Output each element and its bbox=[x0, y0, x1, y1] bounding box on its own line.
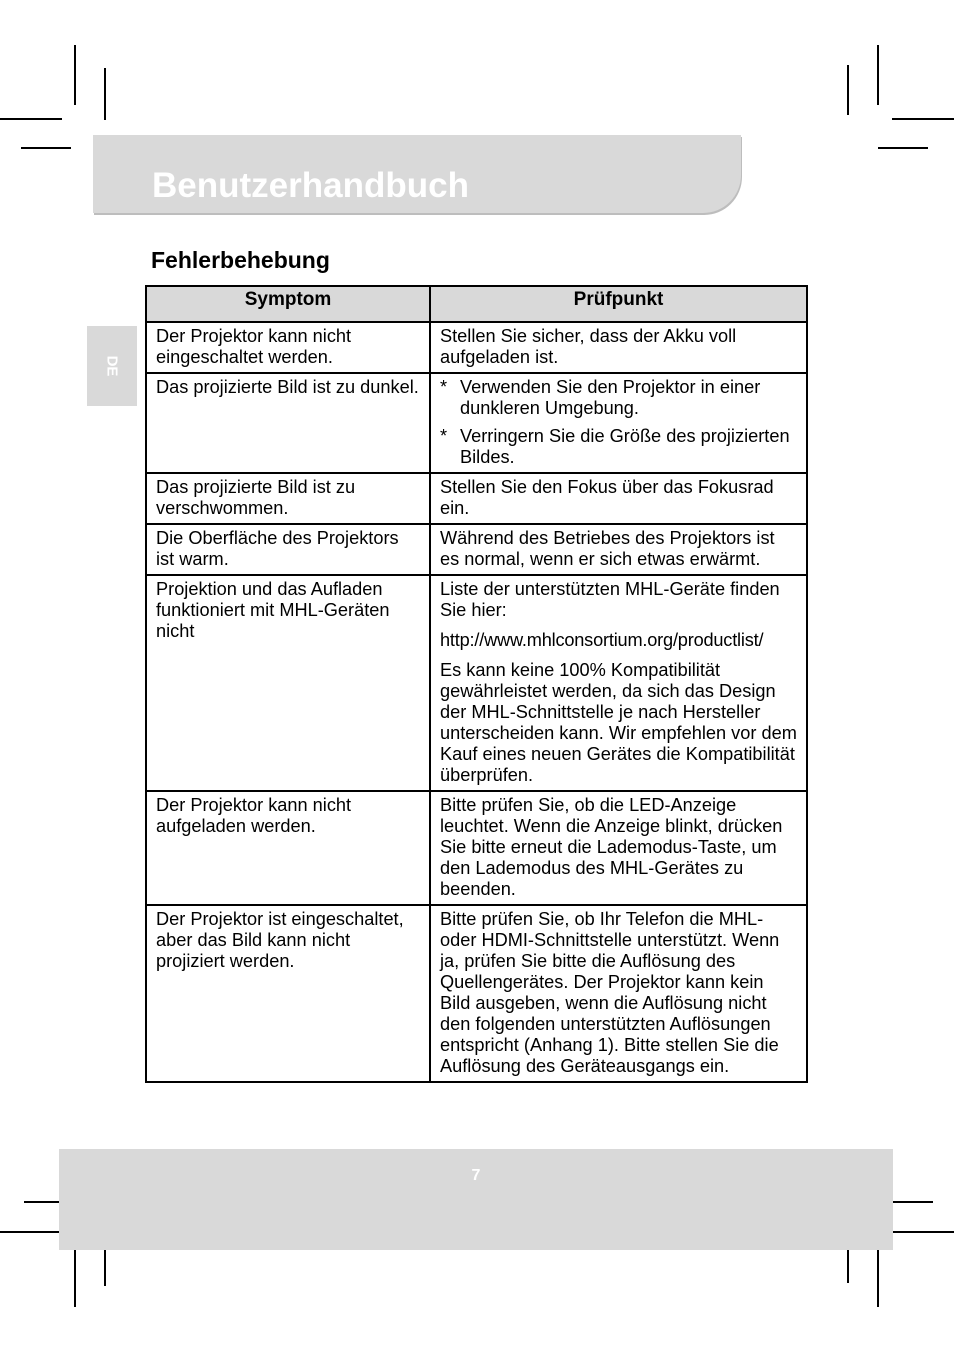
crop-mark bbox=[877, 1245, 879, 1307]
check-text: Verwenden Sie den Projektor in einer dunkleren Umgebung. bbox=[460, 377, 761, 418]
symptom-cell bbox=[146, 524, 430, 575]
symptom-cell bbox=[146, 373, 430, 473]
symptom-cell bbox=[146, 905, 430, 1082]
crop-mark bbox=[892, 118, 954, 120]
crop-mark bbox=[877, 45, 879, 105]
crop-mark bbox=[892, 1231, 954, 1233]
crop-mark bbox=[878, 147, 928, 149]
check-cell bbox=[430, 791, 807, 905]
symptom-text: Das projizierte Bild ist zu dunkel. bbox=[156, 377, 419, 397]
column-header-symptom: Symptom bbox=[146, 286, 430, 322]
table-row bbox=[146, 473, 807, 524]
check-text: Liste der unterstützten MHL-Geräte finden Sie hier: bbox=[440, 579, 780, 620]
troubleshooting-table bbox=[145, 285, 808, 1083]
table-row bbox=[146, 575, 807, 791]
table-row bbox=[146, 373, 807, 473]
crop-mark bbox=[0, 1231, 62, 1233]
crop-mark bbox=[74, 45, 76, 105]
page-number: 7 bbox=[471, 1167, 481, 1184]
check-text: Verringern Sie die Größe des projizierten Bildes. bbox=[460, 426, 790, 467]
page-title: Benutzerhandbuch bbox=[152, 166, 469, 205]
language-label: DE bbox=[103, 355, 121, 377]
symptom-cell bbox=[146, 575, 430, 791]
crop-mark bbox=[74, 1245, 76, 1307]
symptom-cell bbox=[146, 322, 430, 373]
bullet-marker: * bbox=[440, 426, 448, 446]
symptom-text: Der Projektor ist eingeschaltet, aber das Bild kann nicht projiziert werden. bbox=[156, 909, 404, 971]
symptom-cell bbox=[146, 791, 430, 905]
check-cell bbox=[430, 524, 807, 575]
symptom-text: Projektion und das Aufladen funktioniert mit MHL-Geräten nicht bbox=[156, 579, 390, 641]
symptom-text: Der Projektor kann nicht eingeschaltet werden. bbox=[156, 326, 352, 367]
section-title: Fehlerbehebung bbox=[151, 247, 330, 273]
table-row bbox=[146, 322, 807, 373]
bullet-item bbox=[440, 426, 798, 468]
symptom-text: Der Projektor kann nicht aufgeladen werden. bbox=[156, 795, 352, 836]
language-tab bbox=[87, 326, 137, 406]
check-text: Stellen Sie sicher, dass der Akku voll aufgeladen ist. bbox=[440, 326, 737, 367]
symptom-text: Die Oberfläche des Projektors ist warm. bbox=[156, 528, 399, 569]
bullet-marker: * bbox=[440, 377, 448, 397]
table-row bbox=[146, 524, 807, 575]
check-cell bbox=[430, 575, 807, 791]
check-text: Bitte prüfen Sie, ob die LED-Anzeige leuchtet. Wenn die Anzeige blinkt, drücken Sie bitte erneut die Lademodus-Taste, um den Lademodus des MHL-Gerätes zu beenden. bbox=[440, 795, 783, 899]
crop-mark bbox=[0, 118, 62, 120]
check-cell bbox=[430, 322, 807, 373]
table-header-row bbox=[146, 286, 807, 322]
footer-band bbox=[59, 1149, 893, 1250]
crop-mark bbox=[847, 65, 849, 115]
check-text: Es kann keine 100% Kompatibilität gewährleistet werden, da sich das Design der MHL-Schnittstelle je nach Hersteller unterscheiden kann. Wir empfehlen vor dem Kauf eines neuen Gerätes die Kompatibilität überprüfen. bbox=[440, 660, 797, 785]
check-text: Während des Betriebes des Projektors ist es normal, wenn er sich etwas erwärmt. bbox=[440, 528, 775, 569]
symptom-text: Das projizierte Bild ist zu verschwommen. bbox=[156, 477, 356, 518]
check-cell bbox=[430, 373, 807, 473]
crop-mark bbox=[21, 147, 71, 149]
product-list-url: http://www.mhlconsortium.org/productlist/ bbox=[440, 630, 764, 650]
check-cell bbox=[430, 905, 807, 1082]
check-text: Bitte prüfen Sie, ob Ihr Telefon die MHL- oder HDMI-Schnittstelle unterstützt. Wenn ja, prüfen Sie bitte die Auflösung des Quellengerätes. Der Projektor kann kein Bild ausgeben, wenn die Auflösung nicht den folgenden unterstützten Auflösungen entspricht (Anhang 1). Bitte stellen Sie die Auflösung des Geräteausgangs ein. bbox=[440, 909, 780, 1076]
check-cell bbox=[430, 473, 807, 524]
symptom-cell bbox=[146, 473, 430, 524]
column-header-check: Prüfpunkt bbox=[430, 286, 807, 322]
crop-mark bbox=[104, 68, 106, 120]
check-text: Stellen Sie den Fokus über das Fokusrad ein. bbox=[440, 477, 774, 518]
table-row bbox=[146, 905, 807, 1082]
table-row bbox=[146, 791, 807, 905]
bullet-item bbox=[440, 377, 798, 419]
